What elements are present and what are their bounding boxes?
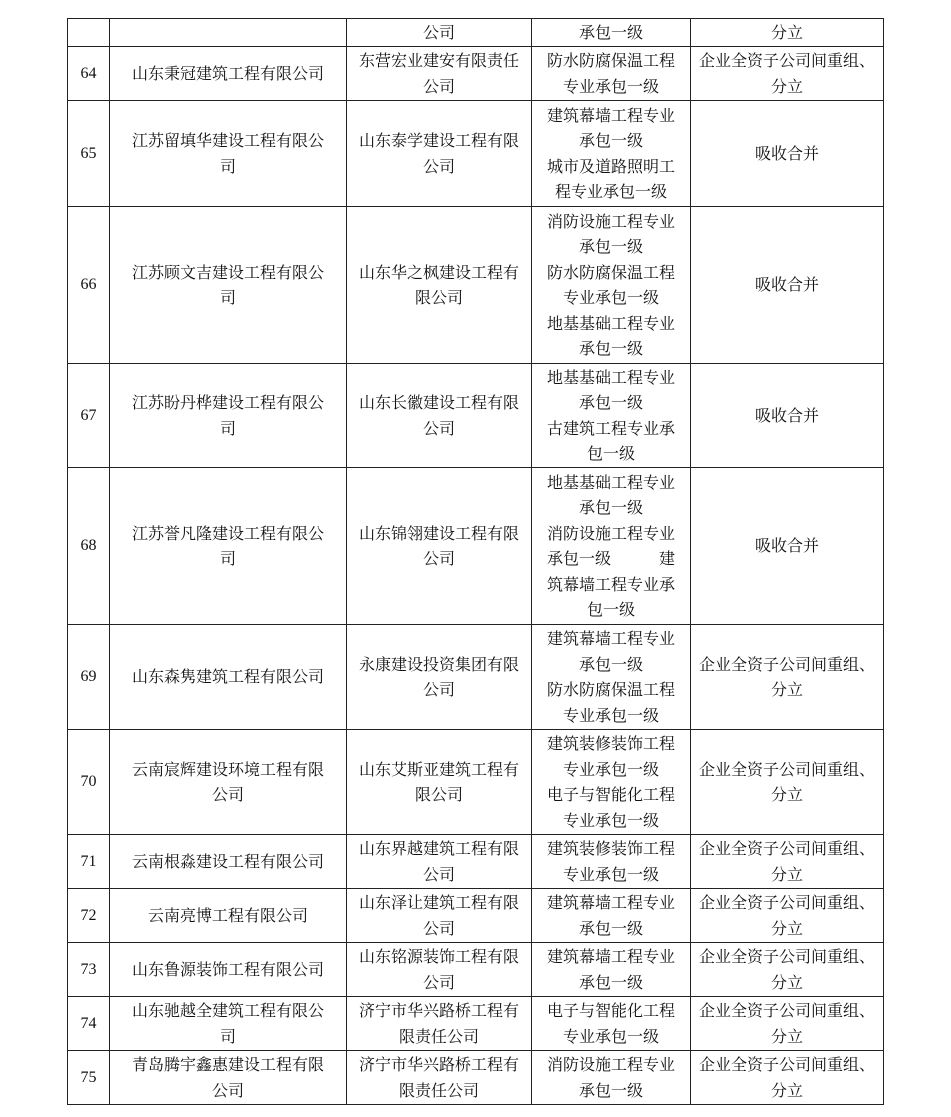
cell-line: 分立 (770, 1080, 803, 1100)
cell-line: 地基基础工程专业 (546, 472, 675, 492)
cell-line: 消防设施工程专业 (546, 523, 675, 543)
cell-line: 山东鲁源装饰工程有限公司 (131, 959, 324, 979)
cell-original-company (110, 364, 347, 468)
cell-line: 地基基础工程专业 (546, 367, 675, 387)
header-cell-no (68, 19, 110, 47)
cell-method (691, 943, 884, 997)
cell-line: 山东华之枫建设工程有 (358, 262, 519, 282)
cell-no: 69 (68, 625, 110, 730)
table-row (68, 207, 884, 364)
cell-line: 承包一级 (578, 918, 643, 938)
cell-line: 包一级 (586, 600, 635, 619)
cell-method (691, 47, 884, 101)
table-header-row (68, 19, 884, 47)
cell-line: 企业全资子公司间重组、 (698, 839, 875, 858)
cell-line: 承包一级 建 (546, 549, 675, 568)
cell-no: 66 (68, 207, 110, 364)
table-row (68, 101, 884, 207)
cell-no: 73 (68, 943, 110, 997)
cell-target-company (347, 943, 532, 997)
cell-no: 75 (68, 1051, 110, 1105)
cell-line: 公司 (422, 76, 455, 96)
cell-line: 山东长徽建设工程有限 (358, 393, 519, 412)
cell-line: 筑幕墙工程专业承 (546, 574, 675, 594)
cell-method (691, 889, 884, 943)
cell-qualification (532, 889, 691, 943)
cell-line: 山东泰学建设工程有限 (358, 131, 519, 150)
cell-line: 司 (219, 549, 236, 568)
cell-line: 山东锦翎建设工程有限 (358, 523, 519, 543)
cell-line: 包一级 (586, 444, 635, 463)
cell-line: 建筑幕墙工程专业 (546, 893, 675, 912)
cell-target-company (347, 997, 532, 1051)
cell-original-company (110, 625, 347, 730)
cell-line: 承包一级 (578, 339, 643, 358)
table-row (68, 364, 884, 468)
cell-method (691, 625, 884, 730)
cell-line: 江苏盼丹桦建设工程有限公 (131, 393, 324, 412)
cell-qualification (532, 101, 691, 207)
cell-original-company (110, 1051, 347, 1105)
cell-line: 专业承包一级 (562, 810, 659, 830)
cell-target-company (347, 364, 532, 468)
cell-line: 限公司 (414, 288, 463, 307)
cell-qualification (532, 364, 691, 468)
cell-qualification (532, 468, 691, 625)
cell-line: 分立 (770, 680, 803, 699)
qualification-transfer-table (67, 18, 884, 1105)
cell-qualification (532, 47, 691, 101)
cell-line: 企业全资子公司间重组、 (698, 1055, 875, 1074)
cell-method (691, 1051, 884, 1105)
cell-line: 承包一级 (578, 1080, 643, 1100)
cell-line: 山东界越建筑工程有限 (358, 839, 519, 858)
cell-target-company (347, 889, 532, 943)
cell-line: 山东秉冠建筑工程有限公司 (131, 63, 324, 83)
cell-original-company (110, 730, 347, 835)
cell-line: 建筑幕墙工程专业 (546, 629, 675, 648)
cell-line: 山东艾斯亚建筑工程有 (358, 759, 519, 779)
cell-line: 承包一级 (578, 131, 643, 150)
cell-method (691, 101, 884, 207)
cell-line: 分立 (770, 76, 803, 96)
cell-original-company (110, 997, 347, 1051)
cell-no: 71 (68, 835, 110, 889)
cell-line: 公司 (211, 785, 244, 804)
table-row (68, 997, 884, 1051)
cell-line: 江苏顾文吉建设工程有限公 (131, 262, 324, 282)
cell-line: 云南亮博工程有限公司 (147, 905, 308, 925)
cell-line: 吸收合并 (754, 405, 819, 425)
cell-method (691, 997, 884, 1051)
cell-no: 67 (68, 364, 110, 468)
cell-line: 永康建设投资集团有限 (358, 654, 519, 674)
cell-line: 分立 (770, 785, 803, 804)
cell-line: 公司 (422, 680, 455, 699)
cell-line: 公司 (422, 418, 455, 438)
cell-line: 消防设施工程专业 (546, 211, 675, 231)
cell-line: 山东森隽建筑工程有限公司 (131, 667, 324, 687)
cell-line: 专业承包一级 (562, 705, 659, 725)
table-row (68, 730, 884, 835)
header-cell-qualification: 承包一级 (532, 19, 691, 47)
cell-target-company (347, 1051, 532, 1105)
cell-line: 防水防腐保温工程 (546, 680, 675, 699)
table-row (68, 943, 884, 997)
cell-method (691, 468, 884, 625)
header-cell-method: 分立 (691, 19, 884, 47)
cell-line: 承包一级 (578, 393, 643, 412)
cell-line: 青岛腾宇鑫惠建设工程有限 (131, 1055, 324, 1074)
cell-line: 城市及道路照明工 (546, 156, 675, 176)
header-cell-original (110, 19, 347, 47)
cell-line: 济宁市华兴路桥工程有 (358, 1055, 519, 1074)
cell-line: 分立 (770, 864, 803, 884)
cell-line: 山东泽让建筑工程有限 (358, 893, 519, 912)
cell-line: 电子与智能化工程 (546, 785, 675, 804)
table-row (68, 889, 884, 943)
cell-line: 司 (219, 288, 236, 307)
cell-line: 防水防腐保温工程 (546, 51, 675, 70)
cell-no: 68 (68, 468, 110, 625)
cell-line: 东营宏业建安有限责任 (358, 51, 519, 70)
cell-line: 消防设施工程专业 (546, 1055, 675, 1074)
cell-line: 承包一级 (578, 498, 643, 517)
cell-line: 专业承包一级 (562, 864, 659, 884)
cell-line: 分立 (770, 1026, 803, 1046)
cell-target-company (347, 730, 532, 835)
cell-original-company (110, 889, 347, 943)
cell-line: 山东铭源装饰工程有限 (358, 947, 519, 966)
cell-line: 专业承包一级 (562, 76, 659, 96)
cell-original-company (110, 207, 347, 364)
cell-line: 承包一级 (578, 237, 643, 256)
cell-original-company (110, 101, 347, 207)
cell-line: 公司 (422, 864, 455, 884)
cell-qualification (532, 625, 691, 730)
cell-line: 云南根淼建设工程有限公司 (131, 851, 324, 871)
cell-qualification (532, 997, 691, 1051)
cell-line: 程专业承包一级 (554, 182, 667, 201)
cell-line: 企业全资子公司间重组、 (698, 1001, 875, 1020)
cell-line: 山东驰越全建筑工程有限公 (131, 1001, 324, 1020)
header-cell-target: 公司 (347, 19, 532, 47)
cell-line: 专业承包一级 (562, 288, 659, 307)
cell-line: 建筑装修装饰工程 (546, 839, 675, 858)
table-row (68, 1051, 884, 1105)
cell-no: 70 (68, 730, 110, 835)
cell-line: 司 (219, 1026, 236, 1046)
cell-line: 电子与智能化工程 (546, 1001, 675, 1020)
cell-target-company (347, 468, 532, 625)
cell-line: 公司 (422, 918, 455, 938)
cell-line: 企业全资子公司间重组、 (698, 893, 875, 912)
table-row (68, 47, 884, 101)
cell-line: 企业全资子公司间重组、 (698, 759, 875, 779)
cell-line: 古建筑工程专业承 (546, 418, 675, 438)
cell-target-company (347, 835, 532, 889)
cell-method (691, 207, 884, 364)
cell-line: 江苏留填华建设工程有限公 (131, 131, 324, 150)
cell-line: 吸收合并 (754, 143, 819, 163)
cell-line: 限公司 (414, 785, 463, 804)
cell-line: 云南宸辉建设环境工程有限 (131, 759, 324, 779)
cell-line: 专业承包一级 (562, 1026, 659, 1046)
cell-line: 分立 (770, 972, 803, 992)
cell-no: 64 (68, 47, 110, 101)
cell-original-company (110, 468, 347, 625)
cell-line: 公司 (211, 1080, 244, 1100)
cell-qualification (532, 943, 691, 997)
cell-line: 限责任公司 (398, 1026, 479, 1046)
cell-line: 吸收合并 (754, 536, 819, 556)
cell-line: 企业全资子公司间重组、 (698, 51, 875, 70)
cell-method (691, 730, 884, 835)
cell-line: 限责任公司 (398, 1080, 479, 1100)
table-row (68, 468, 884, 625)
cell-line: 承包一级 (578, 654, 643, 674)
cell-method (691, 364, 884, 468)
cell-line: 司 (219, 156, 236, 176)
cell-no: 72 (68, 889, 110, 943)
cell-method (691, 835, 884, 889)
cell-qualification (532, 835, 691, 889)
cell-line: 分立 (770, 918, 803, 938)
cell-qualification (532, 730, 691, 835)
cell-line: 专业承包一级 (562, 759, 659, 779)
cell-target-company (347, 47, 532, 101)
cell-line: 建筑装修装饰工程 (546, 734, 675, 753)
cell-line: 建筑幕墙工程专业 (546, 105, 675, 125)
cell-target-company (347, 625, 532, 730)
table-body (68, 19, 884, 1105)
cell-line: 企业全资子公司间重组、 (698, 947, 875, 966)
cell-qualification (532, 207, 691, 364)
cell-line: 公司 (422, 156, 455, 176)
cell-target-company (347, 207, 532, 364)
cell-original-company (110, 943, 347, 997)
cell-no: 74 (68, 997, 110, 1051)
table-row (68, 835, 884, 889)
cell-line: 吸收合并 (754, 275, 819, 295)
cell-original-company (110, 47, 347, 101)
cell-line: 济宁市华兴路桥工程有 (358, 1001, 519, 1020)
cell-line: 建筑幕墙工程专业 (546, 947, 675, 966)
cell-line: 公司 (422, 972, 455, 992)
cell-qualification (532, 1051, 691, 1105)
cell-line: 地基基础工程专业 (546, 313, 675, 333)
cell-no: 65 (68, 101, 110, 207)
cell-line: 企业全资子公司间重组、 (698, 654, 875, 674)
cell-line: 江苏誉凡隆建设工程有限公 (131, 523, 324, 543)
cell-line: 公司 (422, 549, 455, 568)
cell-line: 承包一级 (578, 972, 643, 992)
cell-original-company (110, 835, 347, 889)
cell-target-company (347, 101, 532, 207)
table-row (68, 625, 884, 730)
cell-line: 司 (219, 418, 236, 438)
cell-line: 防水防腐保温工程 (546, 262, 675, 282)
